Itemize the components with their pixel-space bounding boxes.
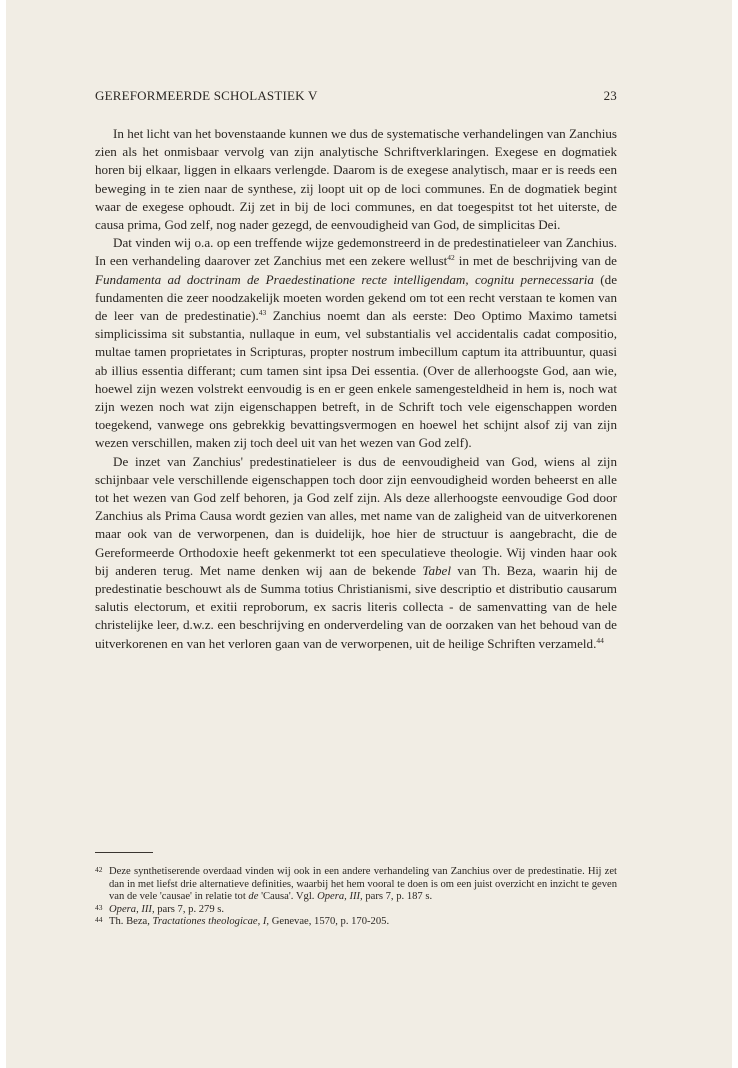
fn44-italic-title: Tractationes theologicae, I, <box>152 916 270 928</box>
paragraph-3 <box>95 453 617 653</box>
footnote-43 <box>95 904 617 917</box>
cited-title-tabel: Tabel <box>422 562 451 578</box>
fn42-text-c: pars 7, p. 187 s. <box>362 891 433 903</box>
fn42-text-a: Deze synthetiserende overdaad vinden wij ook in een andere verhandeling van Zanchius over de predestinatie. Hij zet dan in met liefst drie alternatieve definities, waarbij het hem vooral te doen is om een juist overzicht en inzicht te geven van de vele 'causae' in relatie tot <box>109 866 617 903</box>
body-text <box>95 125 617 653</box>
p3-text-a: De inzet van Zanchius' predestinatieleer is dus de eenvoudigheid van God, wiens al zijn schijnbaar vele verschillende eigenschappen toch door zijn eenvoudigheid worden beheerst en alle tot het wezen van God zelf behoren, ja God zelf zijn. Als deze allerhoogste eenvoudige God door Zanchius als Prima Causa wordt gezien van alles, met name van de zaligheid van de uitverkorenen maar ook van de verworpenen, dan is duidelijk, hoe hier de structuur is aangebracht, die de Gereformeerde Orthodoxie heeft gekenmerkt tot een speculatieve theologie. Wij vinden haar ook bij anderen terug. Met name denken wij aan de bekende <box>95 453 617 578</box>
fn42-italic-opera: Opera, III, <box>317 891 363 903</box>
cited-title-fundamenta: Fundamenta ad doctrinam de Praedestinatione recte intelligendam, cognitu pernecessaria <box>95 271 594 287</box>
book-page <box>6 0 732 1068</box>
fn43-italic-opera: Opera, III, <box>109 903 155 915</box>
paragraph-2 <box>95 234 617 452</box>
footnote-42 <box>95 866 617 904</box>
fn44-text-b: Genevae, 1570, p. 170-205. <box>269 916 390 928</box>
fn42-italic-de: de <box>248 891 259 903</box>
footnotes <box>95 866 617 929</box>
fn43-text: pars 7, p. 279 s. <box>154 903 225 915</box>
page-number: 23 <box>603 88 617 103</box>
running-header <box>95 88 617 104</box>
p3-text-b: van Th. Beza, waarin hij de predestinatie beschouwt als de Summa totius Christianismi, sive descriptio et distributio causarum salutis electorum, et exitii reproborum, ex sacris literis collecta - de samenvatting van de hele christelijke leer, d.w.z. een beschrijving en onderverdeling van de oorzaken van het behoud van de uitverkorenen en van het verloren gaan van de verworpenen, uit de heilige Schriften verzameld. <box>95 562 618 651</box>
footnote-44 <box>95 916 617 929</box>
p2-text-a: Dat vinden wij o.a. op een treffende wijze gedemonstreerd in de predestinatieleer van Zanchius. In een verhandeling daarover zet Zanchius met een zekere wellust <box>95 235 617 269</box>
fn44-text-a: Th. Beza, <box>109 916 153 928</box>
footnote-ref-42[interactable]: 42 <box>447 253 455 263</box>
p2-text-d: Zanchius noemt dan als eerste: Deo Optimo Maximo tametsi simplicissima sit substantia, nullaque in eum, vel substantialis vel accidentalis cadat compositio, multae tamen proprietates in Scripturas, propter nostrum imbecillum captum ita attribuuntur, quasi ab illius essentia differant; cum tamen sint ipsa Dei essentia. (Over de allerhoogste God, aan wie, hoewel zijn wezen volstrekt eenvoudig is en er geen enkele samengesteldheid in hem is, noch wat zijn wezen noch wat zijn eigenschappen betreft, in de Schrift toch vele eigenschappen worden toegekend, vanwege ons gebrekkig bevattingsvermogen en hoewel het schijnt alsof zij van zijn wezen verschillen, maken zij toch deel uit van het wezen van God zelf). <box>95 308 617 451</box>
footnote-number: 42 <box>95 865 103 874</box>
p2-text-b: in met de beschrijving van de <box>454 253 617 269</box>
p2-text-c: (de fundamenten die zeer noodzakelijk moeten worden gekend om tot een recht verstaan te komen van de leer van de predestinatie). <box>95 271 617 324</box>
footnote-ref-43[interactable]: 43 <box>258 308 267 318</box>
running-title: GEREFORMEERDE SCHOLASTIEK V <box>95 88 318 103</box>
fn42-text-b: 'Causa'. Vgl. <box>258 891 318 903</box>
footnote-separator <box>95 852 153 853</box>
footnote-ref-44[interactable]: 44 <box>596 635 604 645</box>
footnote-number: 43 <box>95 902 103 912</box>
paragraph-1: In het licht van het bovenstaande kunnen we dus de systematische verhandelingen van Zanchius zien als het onmisbaar vervolg van zijn analytische Schriftverklaringen. Exegese en dogmatiek horen bij elkaar, liggen in elkaars verlengde. Daarom is de exegese analytisch, maar er is reeds een beweging in te zien naar de synthese, zij loopt uit op de loci communes. En de dogmatiek begint waar de exegese ophoudt. Zij zet in bij de loci communes, en dat toegespitst tot het uiterste, de causa prima, God zelf, nog nader gezegd, de eenvoudigheid van God, de simplicitas Dei. <box>95 126 617 233</box>
footnote-number: 44 <box>95 915 103 925</box>
